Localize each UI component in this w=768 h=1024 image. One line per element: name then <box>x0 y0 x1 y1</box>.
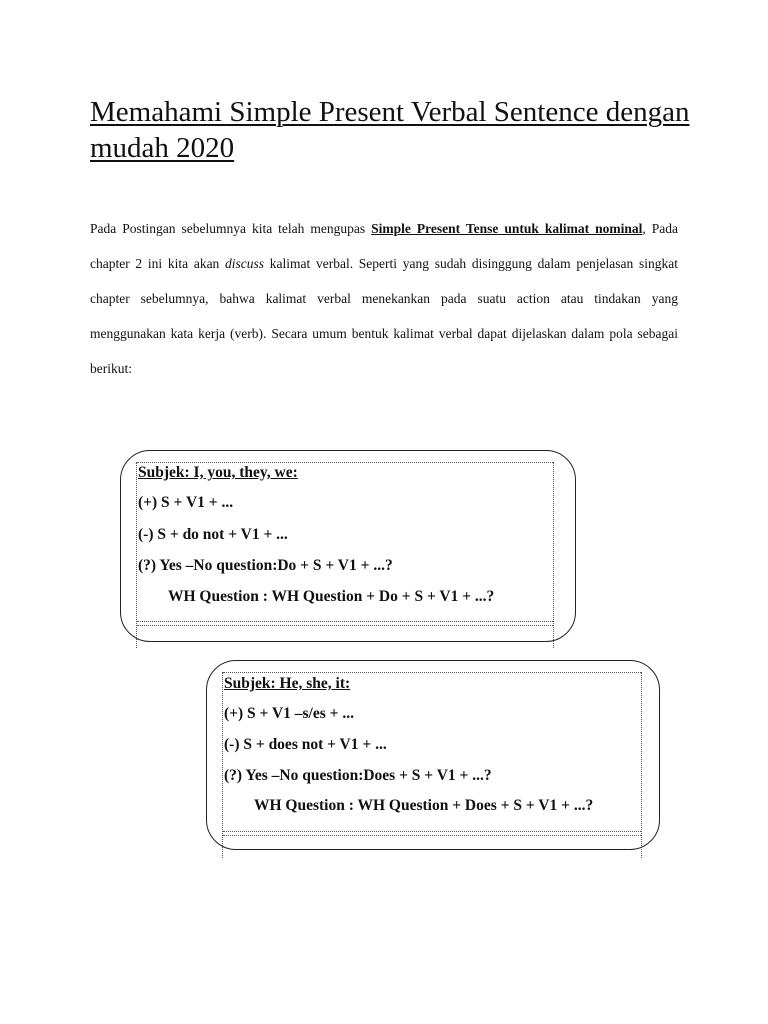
positive-formula-singular: (+) S + V1 –s/es + ... <box>224 705 354 722</box>
intro-paragraph <box>90 211 678 386</box>
subject-plural: Subjek: I, you, they, we: <box>138 464 298 481</box>
formula-box-plural <box>136 462 554 648</box>
page-title: Memahami Simple Present Verbal Sentence dengan mudah 2020 <box>90 96 690 164</box>
formula-box-singular <box>222 672 642 858</box>
nominal-tense-link[interactable]: Simple Present Tense untuk kalimat nominal <box>371 221 643 236</box>
wh-formula-plural: WH Question : WH Question + Do + S + V1 + ...? <box>168 588 495 605</box>
subject-singular: Subjek: He, she, it: <box>224 675 351 692</box>
paragraph-text-2: , Pada chapter 2 ini kita akan <box>90 221 678 271</box>
question-formula-plural: (?) Yes –No question:Do + S + V1 + ...? <box>138 557 393 574</box>
negative-formula-plural: (-) S + do not + V1 + ... <box>138 526 288 543</box>
paragraph-text-1: Pada Postingan sebelumnya kita telah mengupas <box>90 221 372 236</box>
question-formula-singular: (?) Yes –No question:Does + S + V1 + ...? <box>224 767 492 784</box>
positive-formula-plural: (+) S + V1 + ... <box>138 494 234 511</box>
paragraph-text-3: kalimat verbal. Seperti yang sudah disinggung dalam penjelasan singkat chapter sebelumnya, bahwa kalimat verbal menekankan pada suatu action atau tindakan yang menggunakan kata kerja (verb). Secara umum bentuk kalimat verbal dapat dijelaskan dalam pola sebagai berikut: <box>90 256 679 376</box>
negative-formula-singular: (-) S + does not + V1 + ... <box>224 736 387 753</box>
discuss-italic: discuss <box>225 256 265 271</box>
wh-formula-singular: WH Question : WH Question + Does + S + V1 + ...? <box>254 797 594 814</box>
